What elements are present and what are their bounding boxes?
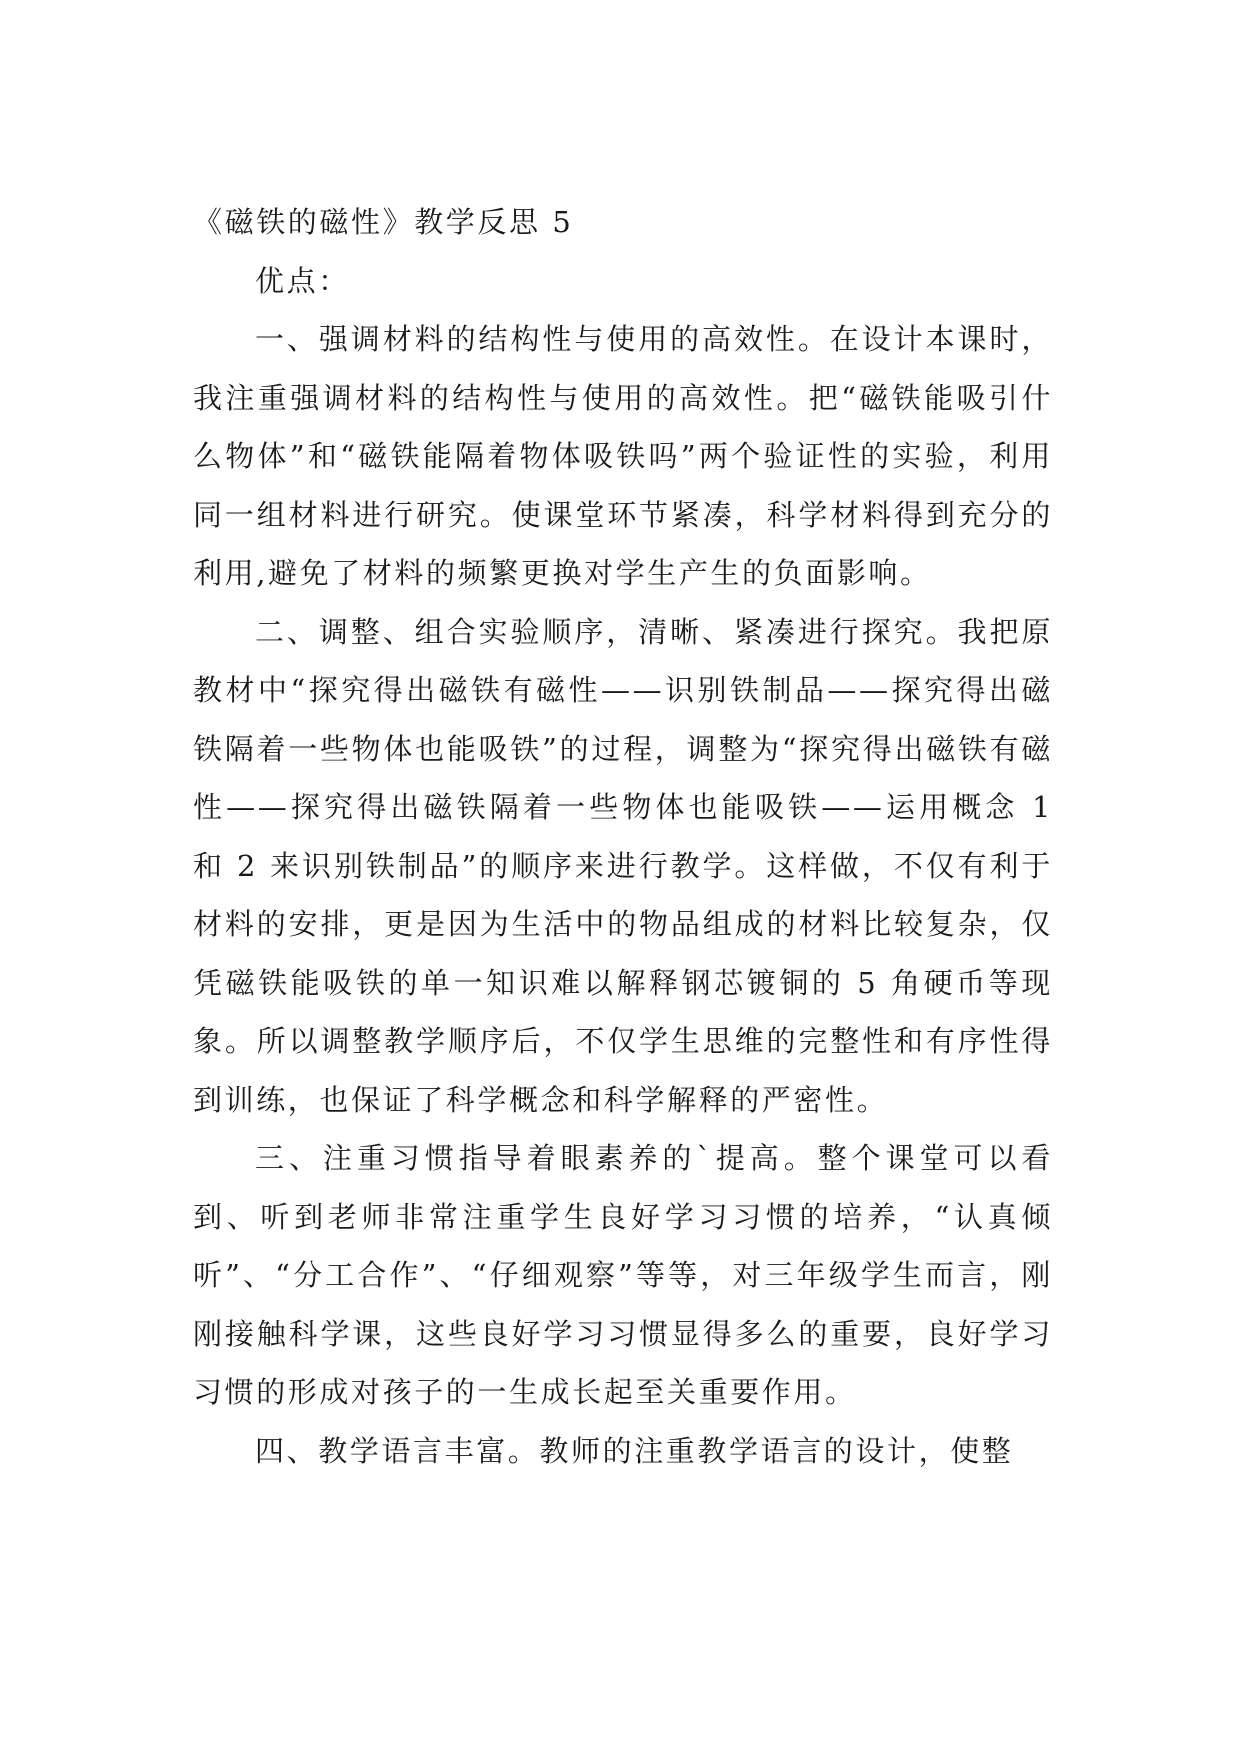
document-body: [193, 193, 1053, 1480]
paragraph-point-three: 三、注重习惯指导着眼素养的`提高。整个课堂可以看到、听到老师非常注重学生良好学习习惯的培养，“认真倾听”、“分工合作”、“仔细观察”等等，对三年级学生而言，刚刚接触科学课，这些良好学习习惯显得多么的重要，良好学习习惯的形成对孩子的一生成长起至关重要作用。: [193, 1141, 1053, 1409]
paragraph-point-four: 四、教学语言丰富。教师的注重教学语言的设计，使整: [255, 1433, 1014, 1468]
document-title: 《磁铁的磁性》教学反思 5: [193, 205, 574, 239]
paragraph-point-one: 一、强调材料的结构性与使用的高效性。在设计本课时，我注重强调材料的结构性与使用的高效性。把“磁铁能吸引什么物体”和“磁铁能隔着物体吸铁吗”两个验证性的实验，利用同一组材料进行研究。使课堂环节紧凑，科学材料得到充分的利用,避免了材料的频繁更换对学生产生的负面影响。: [193, 322, 1053, 590]
paragraph-point-two: 二、调整、组合实验顺序，清晰、紧凑进行探究。我把原教材中“探究得出磁铁有磁性——识别铁制品——探究得出磁铁隔着一些物体也能吸铁”的过程，调整为“探究得出磁铁有磁性——探究得出磁铁隔着一些物体也能吸铁——运用概念 1 和 2 来识别铁制品”的顺序来进行教学。这样做，不仅有利于材料的安排，更是因为生活中的物品组成的材料比较复杂，仅凭磁铁能吸铁的单一知识难以解释钢芯镀铜的 5 角硬币等现象。所以调整教学顺序后，不仅学生思维的完整性和有序性得到训练，也保证了科学概念和科学解释的严密性。: [193, 614, 1053, 1117]
paragraph-advantages-heading: 优点：: [255, 263, 350, 298]
